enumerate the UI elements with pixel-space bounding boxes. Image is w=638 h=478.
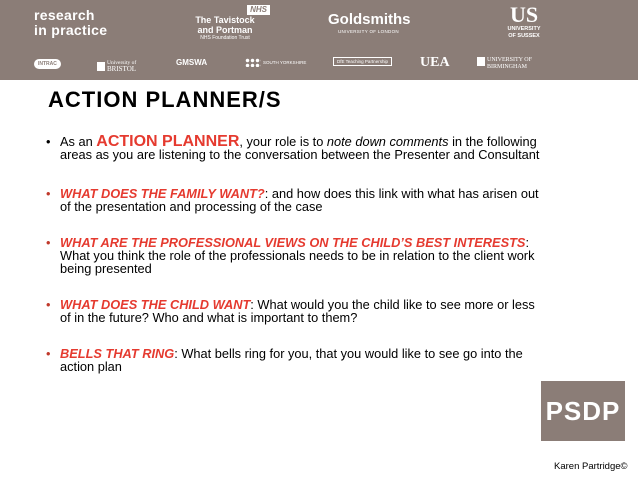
bullet-list	[46, 135, 546, 396]
intrac-logo: INTRAC	[34, 59, 61, 69]
research-in-practice-logo: research in practice	[34, 7, 108, 38]
goldsmiths-subtitle: UNIVERSITY OF LONDON	[338, 29, 399, 34]
psdp-logo: PSDP	[541, 381, 625, 441]
author-credit: Karen Partridge©	[554, 461, 628, 472]
gmswa-logo: GMSWA	[176, 58, 208, 67]
nhs-badge: NHS	[247, 5, 270, 15]
sussex-logo: US UNIVERSITY OF SUSSEX	[507, 2, 541, 39]
bristol-logo: University of BRISTOL	[97, 57, 136, 75]
list-item: • BELLS THAT RING: What bells ring for you, that you would like to see go into the action plan	[46, 347, 546, 373]
crest-icon	[477, 57, 485, 66]
list-item: • WHAT DOES THE FAMILY WANT?: and how does this link with what has arisen out of the presentation and processing of the case	[46, 187, 546, 213]
tavistock-logo: NHS The Tavistock and Portman NHS Foundation Trust	[180, 4, 270, 42]
intro-bullet: • As an ACTION PLANNER, your role is to note down comments in the following areas as you are listening to the conversation between the Presenter and Consultant	[46, 135, 546, 161]
dots-icon	[245, 58, 261, 67]
slide-title: ACTION PLANNER/S	[48, 87, 282, 112]
south-yorkshire-logo: SOUTH YORKSHIRE	[245, 58, 306, 67]
goldsmiths-logo: Goldsmiths	[328, 11, 411, 28]
teaching-partnership-logo: DfE Teaching Partnership	[333, 57, 392, 66]
crest-icon	[97, 62, 105, 71]
list-item: • WHAT DOES THE CHILD WANT: What would you the child like to see more or less of in the future? Who and what is important to them?	[46, 298, 546, 324]
list-item: • WHAT ARE THE PROFESSIONAL VIEWS ON THE CHILD’S BEST INTERESTS: What you think the role of the professionals needs to be in relation to the client work being presented	[46, 236, 546, 275]
uea-logo: UEA	[420, 55, 450, 70]
logo-banner	[0, 0, 638, 80]
action-planner-highlight: ACTION PLANNER	[96, 133, 240, 150]
birmingham-logo: UNIVERSITY OF BIRMINGHAM	[477, 57, 522, 71]
